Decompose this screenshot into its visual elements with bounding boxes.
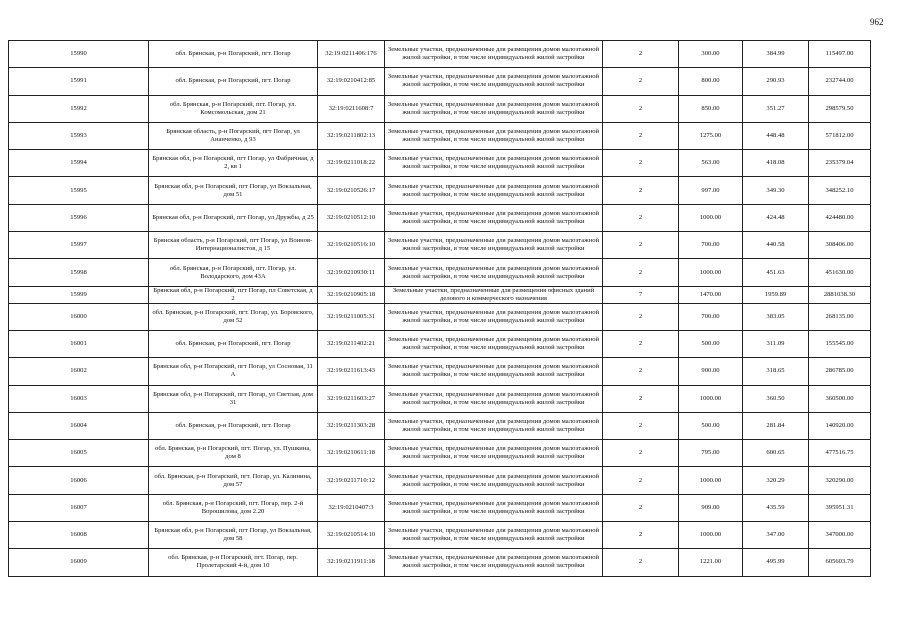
unit-value-cell: 435.59	[743, 494, 809, 521]
unit-value-cell: 320.29	[743, 467, 809, 494]
row-number: 15990	[9, 41, 149, 68]
area-cell: 909.00	[679, 494, 743, 521]
land-use-cell: Земельные участки, предназначенные для размещения домов малоэтажной жилой застройки, в том числе индивидуальной жилой застройки	[385, 68, 603, 95]
row-number: 15993	[9, 122, 149, 149]
unit-value-cell: 600.65	[743, 440, 809, 467]
row-number: 15999	[9, 286, 149, 303]
unit-value-cell: 311.09	[743, 330, 809, 357]
cadastral-value-cell: 286785.00	[809, 358, 871, 385]
table-row	[9, 122, 871, 149]
area-cell: 1000.00	[679, 522, 743, 549]
row-number: 15992	[9, 95, 149, 122]
cadastral-number-cell: 32:19:0211608:7	[318, 95, 385, 122]
cadastral-value-cell: 451630.00	[809, 259, 871, 286]
unit-value-cell: 290.93	[743, 68, 809, 95]
land-use-cell: Земельные участки, предназначенные для размещения домов малоэтажной жилой застройки, в том числе индивидуальной жилой застройки	[385, 204, 603, 231]
unit-value-cell: 424.48	[743, 204, 809, 231]
table-body	[9, 41, 871, 577]
group-code-cell: 2	[603, 41, 679, 68]
land-use-cell: Земельные участки, предназначенные для размещения домов малоэтажной жилой застройки, в том числе индивидуальной жилой застройки	[385, 122, 603, 149]
cadastral-value-cell: 268135.00	[809, 303, 871, 330]
unit-value-cell: 451.63	[743, 259, 809, 286]
area-cell: 997.00	[679, 177, 743, 204]
cadastral-value-cell: 395951.31	[809, 494, 871, 521]
group-code-cell: 2	[603, 385, 679, 412]
area-cell: 1000.00	[679, 259, 743, 286]
unit-value-cell: 448.48	[743, 122, 809, 149]
area-cell: 1000.00	[679, 467, 743, 494]
area-cell: 1221.00	[679, 549, 743, 576]
address-cell: обл. Брянская, р-н Погарский, пгт. Погар, пер. 2-й Ворошилова, дом 2.20	[149, 494, 318, 521]
area-cell: 1000.00	[679, 385, 743, 412]
unit-value-cell: 495.99	[743, 549, 809, 576]
page-number: 962	[870, 17, 884, 27]
unit-value-cell: 349.30	[743, 177, 809, 204]
cadastral-value-cell: 477516.75	[809, 440, 871, 467]
address-cell: Брянская обл, р-н Погарский, пгт Погар, ул Светлая, дом 31	[149, 385, 318, 412]
row-number: 16003	[9, 385, 149, 412]
cadastral-value-cell: 232744.00	[809, 68, 871, 95]
address-cell: Брянская область, р-н Погарский, пгт Погар, ул Ананченко, д 93	[149, 122, 318, 149]
group-code-cell: 2	[603, 177, 679, 204]
land-use-cell: Земельные участки, предназначенные для размещения домов малоэтажной жилой застройки, в том числе индивидуальной жилой застройки	[385, 358, 603, 385]
address-cell: обл. Брянская, р-н Погарский, пгт. Погар, ул. Калинина, дом 57	[149, 467, 318, 494]
row-number: 16000	[9, 303, 149, 330]
address-cell: Брянская обл, р-н Погарский, пгт Погар, ул Сосновая, 11 А	[149, 358, 318, 385]
cadastral-value-cell: 308406.00	[809, 232, 871, 259]
address-cell: обл. Брянская, р-н Погарский, пгт. Погар	[149, 330, 318, 357]
cadastral-number-cell: 32:19:0211603:27	[318, 385, 385, 412]
group-code-cell: 2	[603, 494, 679, 521]
group-code-cell: 2	[603, 549, 679, 576]
group-code-cell: 2	[603, 522, 679, 549]
address-cell: Брянская обл, р-н Погарский, пгт Погар, ул Фабричная, д 2, кв 1	[149, 150, 318, 177]
cadastral-value-cell: 2881038.30	[809, 286, 871, 303]
cadastral-number-cell: 32:19:0211303:28	[318, 412, 385, 439]
table-row	[9, 41, 871, 68]
group-code-cell: 2	[603, 412, 679, 439]
cadastral-number-cell: 32:19:0211406:176	[318, 41, 385, 68]
cadastral-number-cell: 32:19:0211802:13	[318, 122, 385, 149]
table-row	[9, 286, 871, 303]
cadastral-number-cell: 32:19:0210930:11	[318, 259, 385, 286]
area-cell: 1000.00	[679, 204, 743, 231]
row-number: 16005	[9, 440, 149, 467]
cadastral-value-cell: 348252.10	[809, 177, 871, 204]
row-number: 15994	[9, 150, 149, 177]
unit-value-cell: 281.84	[743, 412, 809, 439]
cadastral-value-cell: 424480.00	[809, 204, 871, 231]
land-use-cell: Земельные участки, предназначенные для размещения домов малоэтажной жилой застройки, в том числе индивидуальной жилой застройки	[385, 41, 603, 68]
cadastral-value-cell: 115497.00	[809, 41, 871, 68]
address-cell: обл. Брянская, р-н Погарский, пгт. Погар	[149, 41, 318, 68]
table-row	[9, 177, 871, 204]
cadastral-number-cell: 32:19:0211710:12	[318, 467, 385, 494]
row-number: 16007	[9, 494, 149, 521]
cadastral-value-cell: 298579.50	[809, 95, 871, 122]
row-number: 16004	[9, 412, 149, 439]
land-use-cell: Земельные участки, предназначенные для размещения домов малоэтажной жилой застройки, в том числе индивидуальной жилой застройки	[385, 385, 603, 412]
row-number: 15991	[9, 68, 149, 95]
address-cell: обл. Брянская, р-н Погарский, пгт. Погар, ул. Боровского, дом 52	[149, 303, 318, 330]
area-cell: 800.00	[679, 68, 743, 95]
address-cell: Брянская обл, р-н Погарский, пгт Погар, ул Вокзальная, дом 51	[149, 177, 318, 204]
unit-value-cell: 1959.89	[743, 286, 809, 303]
table-row	[9, 150, 871, 177]
table-row	[9, 522, 871, 549]
cadastral-value-cell: 360500.00	[809, 385, 871, 412]
area-cell: 500.00	[679, 412, 743, 439]
cadastral-number-cell: 32:19:0210512:10	[318, 204, 385, 231]
land-use-cell: Земельные участки, предназначенные для размещения домов малоэтажной жилой застройки, в том числе индивидуальной жилой застройки	[385, 95, 603, 122]
group-code-cell: 2	[603, 95, 679, 122]
group-code-cell: 7	[603, 286, 679, 303]
address-cell: обл. Брянская, р-н Погарский, пгт. Погар, ул. Комсомольская, дом 21	[149, 95, 318, 122]
table-row	[9, 232, 871, 259]
table-row	[9, 330, 871, 357]
group-code-cell: 2	[603, 232, 679, 259]
land-use-cell: Земельные участки, предназначенные для размещения домов малоэтажной жилой застройки, в том числе индивидуальной жилой застройки	[385, 467, 603, 494]
cadastral-value-table	[8, 40, 871, 577]
group-code-cell: 2	[603, 150, 679, 177]
cadastral-number-cell: 32:19:0210611:18	[318, 440, 385, 467]
address-cell: Брянская обл, р-н Погарский, пгт Погар, ул Дружбы, д 25	[149, 204, 318, 231]
row-number: 15995	[9, 177, 149, 204]
group-code-cell: 2	[603, 358, 679, 385]
land-use-cell: Земельные участки, предназначенные для размещения домов малоэтажной жилой застройки, в том числе индивидуальной жилой застройки	[385, 150, 603, 177]
cadastral-number-cell: 32:19:0210412:85	[318, 68, 385, 95]
address-cell: обл. Брянская, р-н Погарский, пгт. Погар, ул. Пушкина, дом 8	[149, 440, 318, 467]
cadastral-number-cell: 32:19:0211018:22	[318, 150, 385, 177]
group-code-cell: 2	[603, 467, 679, 494]
group-code-cell: 2	[603, 330, 679, 357]
cadastral-number-cell: 32:19:0210407:3	[318, 494, 385, 521]
unit-value-cell: 418.08	[743, 150, 809, 177]
row-number: 15998	[9, 259, 149, 286]
table-row	[9, 412, 871, 439]
group-code-cell: 2	[603, 68, 679, 95]
cadastral-value-cell: 155545.00	[809, 330, 871, 357]
table-row	[9, 467, 871, 494]
group-code-cell: 2	[603, 259, 679, 286]
area-cell: 795.00	[679, 440, 743, 467]
land-use-cell: Земельные участки, предназначенные для размещения домов малоэтажной жилой застройки, в том числе индивидуальной жилой застройки	[385, 549, 603, 576]
table-row	[9, 95, 871, 122]
area-cell: 1275.00	[679, 122, 743, 149]
cadastral-number-cell: 32:19:0211911:18	[318, 549, 385, 576]
group-code-cell: 2	[603, 204, 679, 231]
unit-value-cell: 383.05	[743, 303, 809, 330]
land-use-cell: Земельные участки, предназначенные для размещения домов малоэтажной жилой застройки, в том числе индивидуальной жилой застройки	[385, 440, 603, 467]
land-use-cell: Земельные участки, предназначенные для размещения домов малоэтажной жилой застройки, в том числе индивидуальной жилой застройки	[385, 412, 603, 439]
table-row	[9, 385, 871, 412]
cadastral-value-cell: 140920.00	[809, 412, 871, 439]
cadastral-number-cell: 32:19:0211005:31	[318, 303, 385, 330]
row-number: 15997	[9, 232, 149, 259]
address-cell: обл. Брянская, р-н Погарский, пгт. Погар	[149, 68, 318, 95]
table-row	[9, 358, 871, 385]
area-cell: 563.00	[679, 150, 743, 177]
cadastral-value-cell: 571812.00	[809, 122, 871, 149]
cadastral-number-cell: 32:19:0210514:10	[318, 522, 385, 549]
row-number: 16006	[9, 467, 149, 494]
group-code-cell: 2	[603, 440, 679, 467]
table-row	[9, 259, 871, 286]
land-use-cell: Земельные участки, предназначенные для размещения домов малоэтажной жилой застройки, в том числе индивидуальной жилой застройки	[385, 303, 603, 330]
land-use-cell: Земельные участки, предназначенные для размещения домов малоэтажной жилой застройки, в том числе индивидуальной жилой застройки	[385, 494, 603, 521]
unit-value-cell: 440.58	[743, 232, 809, 259]
area-cell: 900.00	[679, 358, 743, 385]
cadastral-number-cell: 32:19:0210516:10	[318, 232, 385, 259]
address-cell: Брянская область, р-н Погарский, пгт Погар, ул Воинов-Интернационалистов, д 15	[149, 232, 318, 259]
area-cell: 300.00	[679, 41, 743, 68]
table-row	[9, 440, 871, 467]
cadastral-value-cell: 320290.00	[809, 467, 871, 494]
table-row	[9, 303, 871, 330]
land-use-cell: Земельные участки, предназначенные для размещения домов малоэтажной жилой застройки, в том числе индивидуальной жилой застройки	[385, 330, 603, 357]
land-use-cell: Земельные участки, предназначенные для размещения домов малоэтажной жилой застройки, в том числе индивидуальной жилой застройки	[385, 232, 603, 259]
row-number: 16001	[9, 330, 149, 357]
address-cell: Брянская обл, р-н Погарский, пгт Погар, пл Советская, д 2	[149, 286, 318, 303]
land-use-cell: Земельные участки, предназначенные для размещения домов малоэтажной жилой застройки, в том числе индивидуальной жилой застройки	[385, 177, 603, 204]
area-cell: 700.00	[679, 303, 743, 330]
cadastral-number-cell: 32:19:0210526:17	[318, 177, 385, 204]
unit-value-cell: 351.27	[743, 95, 809, 122]
group-code-cell: 2	[603, 122, 679, 149]
area-cell: 1470.00	[679, 286, 743, 303]
address-cell: обл. Брянская, р-н Погарский, пгт. Погар	[149, 412, 318, 439]
cadastral-number-cell: 32:19:0211613:43	[318, 358, 385, 385]
cadastral-number-cell: 32:19:0210905:18	[318, 286, 385, 303]
address-cell: обл. Брянская, р-н Погарский, пгт. Погар, пер. Пролетарский 4-й, дом 10	[149, 549, 318, 576]
address-cell: Брянская обл, р-н Погарский, пгт Погар, ул Вокзальная, дом 58	[149, 522, 318, 549]
land-use-cell: Земельные участки, предназначенные для размещения офисных зданий делового и коммерческого назначения	[385, 286, 603, 303]
land-use-cell: Земельные участки, предназначенные для размещения домов малоэтажной жилой застройки, в том числе индивидуальной жилой застройки	[385, 522, 603, 549]
unit-value-cell: 318.65	[743, 358, 809, 385]
area-cell: 850.00	[679, 95, 743, 122]
area-cell: 700.00	[679, 232, 743, 259]
row-number: 16009	[9, 549, 149, 576]
unit-value-cell: 347.00	[743, 522, 809, 549]
table-row	[9, 494, 871, 521]
table-row	[9, 204, 871, 231]
table-row	[9, 68, 871, 95]
cadastral-value-cell: 235379.04	[809, 150, 871, 177]
row-number: 16008	[9, 522, 149, 549]
land-use-cell: Земельные участки, предназначенные для размещения домов малоэтажной жилой застройки, в том числе индивидуальной жилой застройки	[385, 259, 603, 286]
unit-value-cell: 384.99	[743, 41, 809, 68]
group-code-cell: 2	[603, 303, 679, 330]
area-cell: 500.00	[679, 330, 743, 357]
cadastral-value-cell: 347000.00	[809, 522, 871, 549]
cadastral-number-cell: 32:19:0211402:21	[318, 330, 385, 357]
address-cell: обл. Брянская, р-н Погарский, пгт. Погар, ул. Володарского, дом 43А	[149, 259, 318, 286]
row-number: 16002	[9, 358, 149, 385]
unit-value-cell: 360.50	[743, 385, 809, 412]
cadastral-value-cell: 605603.79	[809, 549, 871, 576]
row-number: 15996	[9, 204, 149, 231]
table-row	[9, 549, 871, 576]
